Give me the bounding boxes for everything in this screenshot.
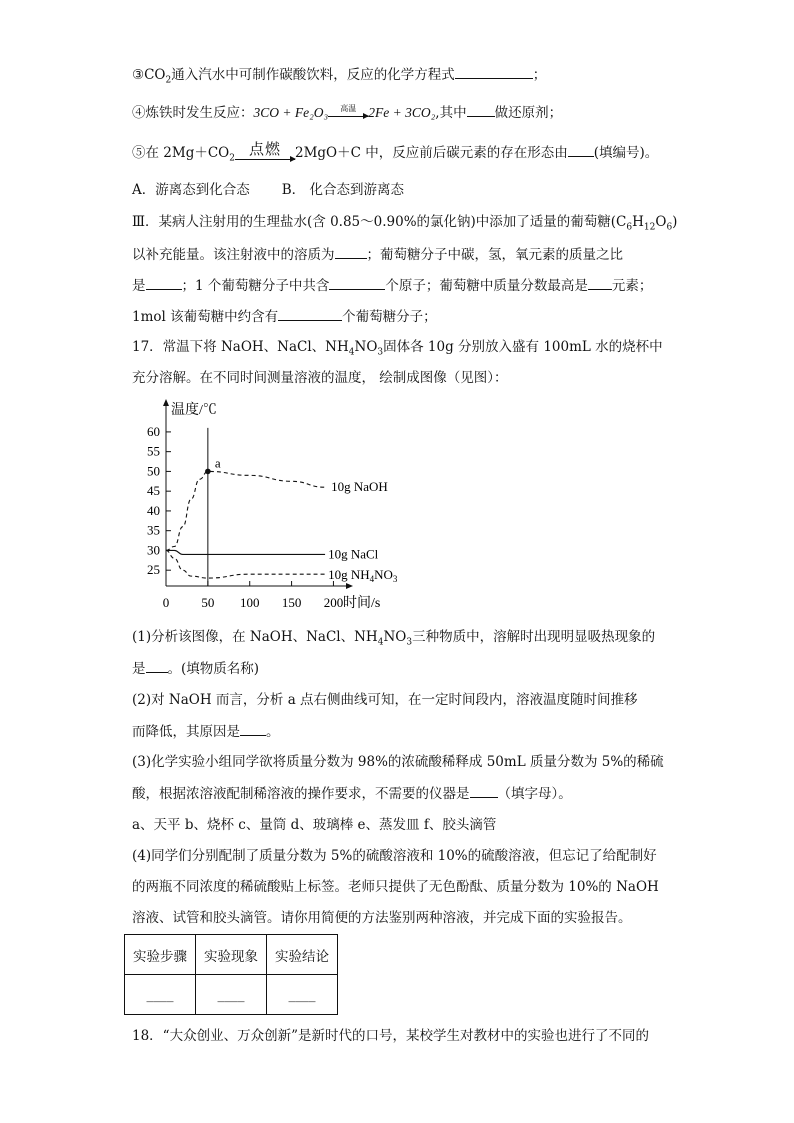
series-label-nh4no3: 10g $NH_4NO_3$ <box>328 567 398 585</box>
q17-stem-line1: 17．常温下将 NaOH、NaCl、$NH_4NO_3$固体各 10g 分别放入盛有 100mL 水的烧杯中 <box>132 339 663 358</box>
q16-item3-line: $③CO_2$通入汽水中可制作碳酸饮料，反应的化学方程式 ； <box>132 64 546 91</box>
answer-blank[interactable] <box>588 275 612 290</box>
q17-sub4-line2: 的两瓶不同浓度的稀硫酸贴上标签。老师只提供了无色酚酞、质量分数为 10%的 NaOH <box>132 879 659 895</box>
reaction-condition-arrow: 点燃 <box>235 143 295 165</box>
q17-sub4-line1: (4)同学们分别配制了质量分数为 5%的硫酸溶液和 10%的硫酸溶液，但忘记了给配制好 <box>132 848 657 864</box>
option-a: A．游离态到化合态 <box>132 182 250 198</box>
table-header-row <box>125 935 338 975</box>
y-tick-label: 25 <box>147 562 160 578</box>
x-axis-arrow <box>346 583 353 589</box>
q17-sub1-line1: (1)分析该图像，在 NaOH、NaCl、$NH_4NO_3$三种物质中，溶解时出现明显吸热现象的 <box>132 629 656 648</box>
experiment-report-table <box>124 934 338 1015</box>
x-tick-label: 0 <box>162 595 170 610</box>
q17-sub4-line3: 溶液、试管和胶头滴管。请你用简便的方法鉴别两种溶液，并完成下面的实验报告。 <box>132 910 632 926</box>
answer-blank[interactable] <box>455 64 533 79</box>
y-axis-arrow <box>163 399 169 406</box>
table-cell-blank[interactable]: ____ <box>125 975 196 1015</box>
answer-blank[interactable] <box>146 275 182 290</box>
series-line <box>166 550 325 554</box>
table-header: 实验步骤 <box>125 935 196 975</box>
y-tick-label: 40 <box>147 502 160 518</box>
table-cell-blank[interactable]: ____ <box>196 975 267 1015</box>
y-tick-label: 35 <box>147 522 160 538</box>
q16-part3-line1: Ⅲ．某病人注射用的生理盐水(含 0.85～0.90%的氯化钠)中添加了适量的葡萄糖$(C_6H_{12}O_6)$ <box>132 214 678 233</box>
answer-blank[interactable] <box>329 275 385 290</box>
q17-sub1-line2: 是 。(填物质名称) <box>132 658 259 679</box>
q16-item5-line: ⑤在 $2Mg+CO_2$ 点燃 2MgO＋C 中，反应前后碳元素的存在形态由 (填编号)。 <box>132 139 659 164</box>
x-axis-label: 时间/s <box>343 596 381 611</box>
q17-sub2-line1: (2)对 NaOH 而言，分析 a 点右侧曲线可知，在一定时间段内，溶液温度随时间推移 <box>132 692 638 708</box>
q18-stem-line1: 18．“大众创业、万众创新”是新时代的口号，某校学生对教材中的实验也进行了不同的 <box>132 1028 649 1044</box>
x-tick-label: 200 <box>323 595 344 610</box>
series-label-naoh: 10g NaOH <box>331 479 388 495</box>
y-axis-label: 温度/℃ <box>171 403 217 418</box>
table-cell-blank[interactable]: ____ <box>267 975 338 1015</box>
temperature-time-chart <box>130 392 400 617</box>
point-a-label: a <box>214 455 221 471</box>
series-label-nacl: 10g NaCl <box>328 546 379 562</box>
x-tick-label: 50 <box>201 595 215 610</box>
answer-blank[interactable] <box>240 721 266 736</box>
q17-sub3-line1: (3)化学实验小组同学欲将质量分数为 98%的浓硫酸稀释成 50mL 质量分数为 5%的稀硫 <box>132 754 664 770</box>
y-tick-label: 55 <box>147 443 160 459</box>
series-line <box>166 471 325 550</box>
table-row <box>125 975 338 1015</box>
answer-blank[interactable] <box>568 142 594 157</box>
y-tick-label: 50 <box>147 463 160 479</box>
answer-blank[interactable] <box>335 244 367 259</box>
x-tick-label: 150 <box>281 595 302 610</box>
q16-options <box>132 180 404 200</box>
x-tick-label: 100 <box>239 595 260 610</box>
answer-blank[interactable] <box>278 306 342 321</box>
answer-blank[interactable] <box>146 658 168 673</box>
point-a-marker <box>205 469 211 475</box>
table-header: 实验现象 <box>196 935 267 975</box>
q17-stem-line2: 充分溶解。在不同时间测量溶液的温度， 绘制成图像（见图）： <box>132 370 508 386</box>
q16-part3-line3: 是 ；1 个葡萄糖分子中共含 个原子；葡萄糖中质量分数最高是 元素； <box>132 275 652 296</box>
q17-sub3-options: a、天平 b、烧杯 c、量筒 d、玻璃棒 e、蒸发皿 f、胶头滴管 <box>132 817 497 833</box>
q16-part3-line2: 以补充能量。该注射液中的溶质为 ；葡萄糖分子中碳，氢，氧元素的质量之比 <box>132 244 623 265</box>
answer-blank[interactable] <box>467 102 495 117</box>
q17-sub2-line2: 而降低，其原因是 。 <box>132 721 280 742</box>
q16-item4-line: ④炼铁时发生反应：3CO + Fe₂O₃ 高温 2Fe + 3CO₂,其中 做还原剂； <box>132 102 562 124</box>
y-tick-label: 30 <box>147 542 160 558</box>
y-tick-label: 60 <box>147 423 160 439</box>
y-tick-label: 45 <box>147 483 160 499</box>
q17-sub3-line2: 酸，根据浓溶液配制稀溶液的操作要求，不需要的仪器是 （填字母）。 <box>132 783 572 804</box>
option-b: B． 化合态到游离态 <box>281 182 404 198</box>
q16-part3-line4: 1mol 该葡萄糖中约含有 个葡萄糖分子； <box>132 306 437 327</box>
answer-blank[interactable] <box>470 783 498 798</box>
reaction-condition-arrow: 高温 <box>328 104 368 124</box>
table-header: 实验结论 <box>267 935 338 975</box>
